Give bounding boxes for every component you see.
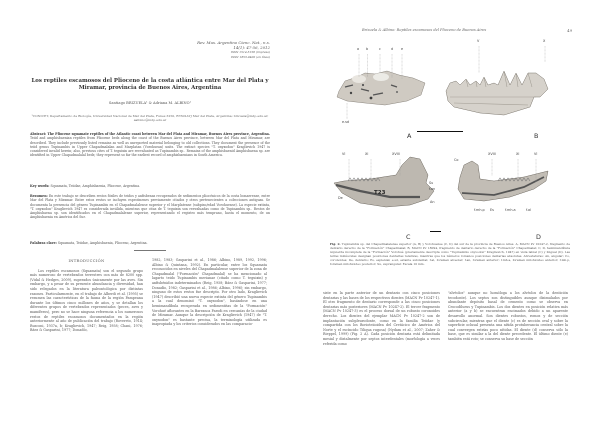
- panel-a-letter: A: [407, 132, 412, 140]
- label-f-mh-a: f.mh.a: [505, 208, 516, 212]
- body-column-2: [448, 291, 568, 342]
- panel-b-letter: B: [534, 132, 539, 140]
- label-f-al: f.al: [526, 208, 532, 212]
- right-page: [300, 0, 600, 433]
- keywords-label: Key words:: [30, 184, 50, 188]
- palabras-clave: [30, 241, 270, 245]
- affiliation: ¹CONICET, Departamento de Biología, Universidad Nacional de Mar del Plata, Funes 3250, B7602AYJ Mar del Plata, Argentina; brizuela@mdp.edu.ar; aalbino@mdp.edu.ar: [31, 114, 269, 123]
- palabras-text: Squamata, Teiidae, Amphisbaenia, Plioceno, Argentina.: [57, 241, 148, 245]
- caption-text: Tupinambis sp. del Chapadmalalense superior (A, B) y Vorohuense (C, D) del sur de la provincia de Buenos Aires. A, MACN Pv 10247-2, fragmento de dentario derecho de la "Formación" Chapadmalal; B, MACN Pv 18094, fragmento de dentario derecho de la "Formación" Chapadmalal; C, D, hemimandíbula izquierda incompleta de la "Formación" Vorohué (previamente descripta como "Tupinambis onyxodon" Kraglievich, 1947) en vista labial (C) y lingual (D). Las letras minúsculas designan posiciones dentarias relativas, mientras que los números romanos posiciones dentarias absolutas. Abreviaturas: An, angular; Co, coronoides; De, dentario; Es, esplenial; e.sd, estante subdental; f.al, foramen alveolar; f.an, foramen anterior; f.mh.a, foramen milohioideo anterior; f.mh.p, foramen milohioideo posterior; Su, suprangular. Escala 10 mm.: [330, 242, 570, 266]
- page-number: 49: [567, 28, 572, 33]
- label-leaders-b: [470, 45, 560, 75]
- label-e: e: [401, 47, 404, 51]
- label-f-mh-p: f.mh.p: [474, 208, 485, 212]
- intro-paragraph-1: Los reptiles escamosos (Squamata) son el segundo grupo más numeroso de vertebrados terrestres con más de 8200 spp. (Vidal & Hedges, 2009), superados únicamente por las aves. Sin embargo, y a pesar de su presente abundancia y diversidad, han sido relegados en la literatura paleontológica por distintas razones. Particularmente, en el trabajo de Alberdi et al. (1995) se resumen las características de la fauna de la región Pampeana durante los últimos cinco millones de años, y se detallan los diferentes grupos de vertebrados representados (peces, aves y mamíferos), pero no se hace ninguna referencia a los numerosos restos de reptiles escamosos documentados en la región anteriormente al año de publicación del trabajo (Rovereto, 1914; Rusconi, 1937a, b; Kraglievich, 1947; Reig, 1958; Chani, 1976; Báez & Gasparini, 1977; Donadío,: [30, 268, 143, 333]
- label-esd: e.sd: [342, 120, 350, 124]
- label-a: a: [357, 47, 360, 51]
- label-d: d: [391, 47, 394, 51]
- intro-paragraph-2: 1982, 1983; Gasparini et al., 1986; Albino, 1989, 1992, 1996; Albino & Quintana, 1992). En particular, entre los Squamata reconocidos en niveles del Chapadmalalense superior de la zona de Chapadmalal ("Formación" Chapadmalal) se ha mencionado al lagarto teido Tupinambis merianae (citado como T. teguixin) y anfisbénidos indeterminados (Reig, 1958; Báez & Gasparini, 1977; Donadío, 1982; Gasparini et al., 1986; Albino, 1996); sin embargo, ninguno de estos restos fue descripto. Por otro lado, Kraglievich (1947) describió una nueva especie extinta del género Tupinambis a la cual denominó "T. onyxodon", basándose en una hemimandíbula recuperada en sedimentitas de la "Formación" Vorohué aflorantes en la Barranca Parodi en cercanías de la ciudad de Miramar. Aunque la descripción de Kraglievich (1947) de "T. onyxodon" es bastante precisa, la terminología utilizada es inapropiada y los criterios considerados en las comparacio-: [152, 258, 267, 327]
- abstract: [30, 132, 270, 158]
- article-title: Los reptiles escamosos del Plioceno de la costa atlántica entre Mar del Plata y Miramar, provincia de Buenos Aires, Argentina: [31, 78, 269, 92]
- resumen-label: Resumen:: [30, 194, 48, 198]
- label-leaders-c: [330, 156, 410, 186]
- label-c-xi: XI: [365, 152, 369, 156]
- label-b: b: [366, 47, 369, 51]
- issn-print: ISSN 1514-5158 (impresa): [230, 50, 270, 55]
- figure-caption: [330, 243, 570, 267]
- resumen-text: En este trabajo se describen restos fósiles de teidos y anfisbenas recuperados de sedimentos pliocénicos de la costa bonaerense, entre Mar del Plata y Miramar. Entre estos restos se incluyen especímenes previamente citados y otros pertenecientes a colecciones antiguas. Se documenta la presencia del género Tupinambis en el Chapadmalalense superior y el Marplatense (subpiso/edad Vorohuense). La especie extinta, "T. onyxodon" Kraglievich 1947 es considerada inválida, mientras que citas de T. teguixin son reevaluadas como de Tupinambis sp.. Restos de Amphisbaena sp. son identificados en el Chapadmalalense superior, representando el registro más temprano, hasta el momento, de un Amphisbaenia en América del Sur.: [30, 194, 271, 220]
- body-paragraph-1: siste en la parte anterior de un dentario con cinco posiciones dentarias y las bases de los respectivos dientes (MACN Pv 10247-1). El otro fragmento de dentario corresponde a las cinco posiciones dentarias más posteriores (MACN Pv 10247-2). El tercer fragmento (MACN Pv 10247-3) es el proceso dorsal de un robusto coronoides derecho. Los dientes del ejemplar MACN Pv 10247-2 son de implantación subpleurodonte, como en la familia Teiidae (y compartida con los Borioteiioidea del Cretácico de América del Norte y el escíncido Tiliqua rugosa) (Nydam et al., 2007; Zaher & Rieppel, 1999) (Fig. 2 A). Cada posición dentaria está delimitada mesial y distalmente por septos interdentales (morfología a veces referida como: [323, 291, 440, 346]
- scale-bar-cd: [430, 231, 441, 232]
- scale-bar-ab: [417, 131, 463, 132]
- label-leaders-d: [485, 156, 545, 186]
- keywords-text: Squamata, Teiidae, Amphisbaenia, Pliocene, Argentina.: [50, 184, 141, 188]
- authors: Santiago BRIZUELA¹ & Adriana M. ALBINO¹: [108, 101, 192, 105]
- specimen-mark: T23: [374, 190, 386, 196]
- keywords: [30, 184, 270, 188]
- intro-heading: INTRODUCCIÓN: [68, 259, 105, 263]
- label-leaders-a: [330, 51, 430, 121]
- label-c-vi: VI: [342, 152, 346, 156]
- resumen: [30, 194, 270, 220]
- journal-reference: [197, 40, 270, 59]
- label-x: X: [543, 39, 546, 43]
- palabras-label: Palabras clave:: [30, 241, 57, 245]
- label-c-xviii: XVIII: [392, 152, 400, 156]
- intro-column-1: [30, 258, 143, 333]
- label-su: Su: [429, 181, 434, 185]
- label-c: c: [379, 47, 381, 51]
- label-de: De: [338, 196, 343, 200]
- issn-online: ISSN 1853-0400 (en línea): [231, 54, 270, 59]
- label-d-xviii: XVIII: [488, 152, 496, 156]
- body-paragraph-2: "alvéolos" aunque no homóloga a los alvéolos de la dentición tecodonte). Los septos son distinguibles aunque disimulados por abundante depósito basal de cemento como se observa en Crocodilurus y Tupinambis. Los dos dientes en posición relativa más anterior (a y b) se encuentran encimados debido a un aparente desarrollo anormal. Son dientes robustos, romos y de sección subcircular, mientras que el diente (c) es de sección oval y sobre la superficie oclusal presenta una nítida protuberancia central sobre la cual convergen estrías poco nítidas. El diente (d) conserva sólo la base, que es similar a la del diente precedente. El último diente (e) también está roto; se conserva su base de sección: [448, 291, 568, 341]
- panel-c-letter: C: [406, 233, 411, 241]
- body-column-1: [323, 291, 440, 346]
- caption-label: Fig. 2.: [330, 242, 341, 246]
- journal-volume: 14(1): 47-56, 2012: [233, 45, 270, 51]
- label-f-an: f.an: [429, 187, 436, 191]
- abstract-text: Teiid and amphisbaenian reptiles from Pliocene beds along the coast of the Buenos Aires province, between Mar del Plata and Miramar, are described. They include previously listed remains as well as unreported material belonging to old collections. They document the presence of the teiid genus Tupinambis in Upper Chapadmalalan and Marplatan (Vorohuean) units. The extinct species "T. onyxodon" Kraglievich 1947 is considered invalid herein; also, previous cites of T. teguixin are reevaluated as Tupinambis sp.. Remains of the amphisbaenid Amphisbaena sp. are identified in Upper Chapadmalalal beds; they represent so far the earliest record of amphisbaenians in South America.: [30, 136, 270, 158]
- label-d-vi: VI: [534, 152, 538, 156]
- label-an: An: [430, 200, 435, 204]
- label-co: Co: [454, 158, 459, 162]
- abstract-title: The Pliocene squamate reptiles of the Atlantic coast between Mar del Plata and Miramar, Buenos Aires province, Argentina.: [47, 132, 270, 136]
- abstract-label: Abstract:: [30, 132, 47, 136]
- section-divider: [134, 250, 166, 251]
- intro-column-2: [152, 258, 267, 327]
- label-d-xi: XI: [516, 152, 520, 156]
- figure-2: [330, 35, 580, 243]
- label-v: V: [477, 39, 480, 43]
- panel-d-letter: D: [536, 233, 541, 241]
- label-es: Es: [490, 208, 494, 212]
- journal-name: Rev. Mus. Argentino Cienc. Nat., n.s.: [197, 40, 270, 45]
- running-head: Brizuela & Albino: Reptiles escamosos del Plioceno de Buenos Aires: [362, 28, 487, 32]
